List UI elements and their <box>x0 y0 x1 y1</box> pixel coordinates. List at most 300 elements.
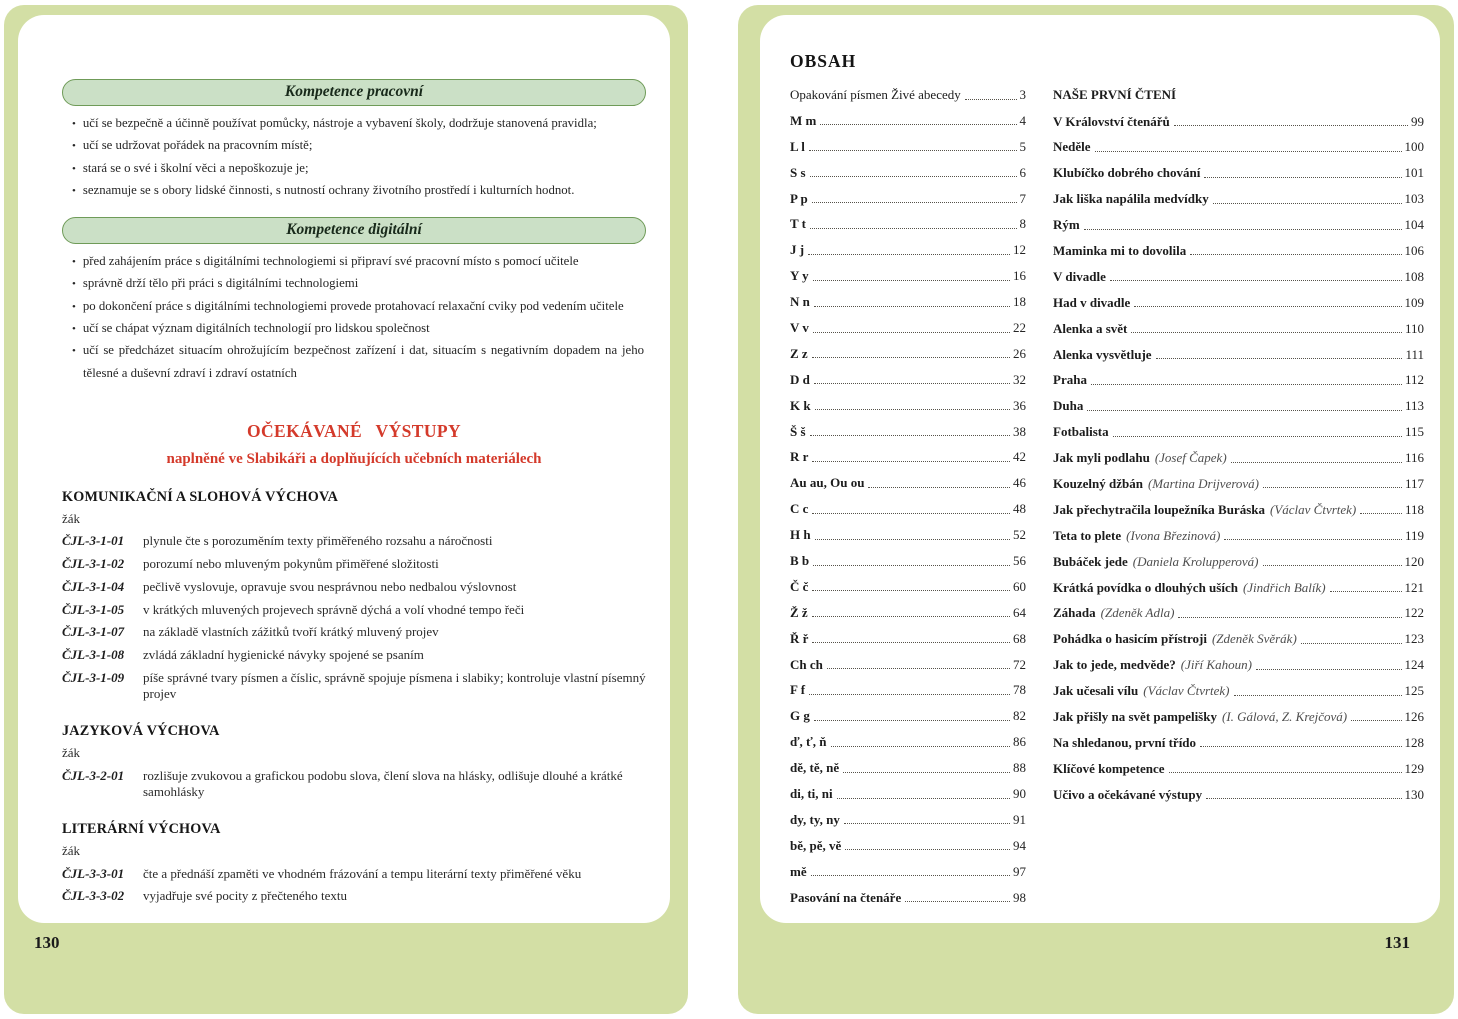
outcome-description: plynule čte s porozuměním texty přiměřeného rozsahu a náročnosti <box>143 533 493 549</box>
dotted-leader <box>965 99 1017 100</box>
kompetence-section <box>62 217 646 384</box>
dotted-leader <box>1134 306 1401 307</box>
toc-entry <box>790 865 1026 879</box>
outcome-row <box>62 624 646 640</box>
toc-entry-page: 56 <box>1013 553 1026 569</box>
outcome-code: ČJL-3-1-05 <box>62 601 125 617</box>
toc-entry-page: 115 <box>1404 424 1424 440</box>
toc-entry <box>790 632 1026 646</box>
kompetence-title-pill: Kompetence pracovní <box>62 79 646 106</box>
toc-entry-author: (Ivona Březinová) <box>1126 527 1221 543</box>
toc-entry <box>1053 788 1424 802</box>
toc-entry-label: Opakování písmen Živé abecedy <box>790 87 961 102</box>
toc-entry <box>790 140 1026 154</box>
toc-entry-page: 111 <box>1405 346 1424 362</box>
toc-entry-label: Jak liška napálila medvídky <box>1053 191 1209 207</box>
toc-entry <box>1053 218 1424 232</box>
toc-entry-label: dy, ty, ny <box>790 811 840 827</box>
toc-entry-page: 3 <box>1019 87 1026 102</box>
dotted-leader <box>1095 151 1402 152</box>
dotted-leader <box>812 616 1010 617</box>
right-page-sheet <box>760 15 1440 923</box>
toc-entry <box>790 373 1026 387</box>
toc-entry <box>1053 399 1424 413</box>
dotted-leader <box>905 901 1010 902</box>
left-page-number: 130 <box>34 933 60 952</box>
toc-entry-page: 103 <box>1404 191 1424 207</box>
toc-entry-page: 119 <box>1404 527 1424 543</box>
toc-entry <box>790 217 1026 231</box>
toc-entry <box>790 891 1026 905</box>
toc-entry-label: V Království čtenářů <box>1053 113 1170 129</box>
dotted-leader <box>1301 643 1402 644</box>
toc-entry-label: Y y <box>790 268 809 284</box>
toc-entry <box>1053 762 1424 776</box>
toc-entry-label: Na shledanou, první třído <box>1053 734 1197 750</box>
right-page-number: 131 <box>1384 933 1410 952</box>
toc-entry <box>790 839 1026 853</box>
toc-entry-author: (Václav Čtvrtek) <box>1270 501 1357 517</box>
dotted-leader <box>814 306 1010 307</box>
toc-entry-page: 91 <box>1013 811 1026 827</box>
toc-entry-label: Fotbalista <box>1053 424 1109 440</box>
outcome-description: porozumí nebo mluveným pokynům přiměřené složitosti <box>143 556 439 572</box>
toc-entry-page: 106 <box>1404 242 1424 258</box>
toc-entry-page: 100 <box>1404 139 1424 155</box>
toc-title: OBSAH <box>790 51 857 71</box>
toc-entry-label: Pasování na čtenáře <box>790 889 902 905</box>
kompetence-bullet: • stará se o své i školní věci a nepoškozuje je; <box>68 158 644 180</box>
dotted-leader <box>1110 280 1402 281</box>
toc-entry <box>790 658 1026 672</box>
toc-entry <box>790 683 1026 697</box>
outcome-code: ČJL-3-1-04 <box>62 578 125 594</box>
toc-entry-label: Učivo a očekávané výstupy <box>1053 786 1203 802</box>
toc-entry-label: D d <box>790 371 810 387</box>
toc-entry-page: 36 <box>1013 397 1026 413</box>
toc-entry <box>790 347 1026 361</box>
outcome-row <box>62 888 646 904</box>
toc-entry-label: Klíčové kompetence <box>1053 760 1165 776</box>
dotted-leader <box>1204 177 1401 178</box>
outcome-code: ČJL-3-3-02 <box>62 888 125 904</box>
toc-entry-page: 125 <box>1404 683 1424 699</box>
toc-entry <box>1053 296 1424 310</box>
dotted-leader <box>1087 410 1402 411</box>
toc-entry-label: mě <box>790 863 807 879</box>
kompetence-bullet: • správně drží tělo při práci s digitálními technologiemi <box>68 273 644 295</box>
toc-entry-label: V divadle <box>1053 268 1106 284</box>
toc-entry-label: N n <box>790 294 810 310</box>
outcome-description: čte a přednáší zpaměti ve vhodném frázování a tempu literární texty přiměřené věku <box>143 865 582 881</box>
toc-entry <box>790 425 1026 439</box>
toc-entry-page: 126 <box>1404 708 1424 724</box>
outcome-row <box>62 768 646 800</box>
toc-entry-label: Rým <box>1053 217 1080 233</box>
toc-entry <box>1053 529 1424 543</box>
outcome-row <box>62 579 646 595</box>
outcomes-code-rows <box>62 533 646 702</box>
toc-entry <box>1053 373 1424 387</box>
toc-entry-page: 122 <box>1404 605 1424 621</box>
toc-entry-label: M m <box>790 112 817 128</box>
toc-entry <box>790 735 1026 749</box>
dotted-leader <box>1200 746 1401 747</box>
dotted-leader <box>1256 669 1402 670</box>
dotted-leader <box>1360 513 1402 514</box>
outcome-description: rozlišuje zvukovou a grafickou podobu slova, člení slova na hlásky, odlišuje dlouhé a krátké samohlásky <box>143 767 623 799</box>
toc-entry-page: 18 <box>1013 294 1026 310</box>
toc-entry-label: bě, pě, vě <box>790 837 842 853</box>
toc-entry-label: Duha <box>1053 398 1084 414</box>
outcome-code: ČJL-3-1-02 <box>62 556 125 572</box>
outcome-code: ČJL-3-1-09 <box>62 669 125 685</box>
toc-entry-label: NAŠE PRVNÍ ČTENÍ <box>1053 87 1177 102</box>
dotted-leader <box>815 539 1010 540</box>
kompetence-bullet: • učí se udržovat pořádek na pracovním místě; <box>68 135 644 157</box>
dotted-leader <box>812 461 1010 462</box>
toc-entry <box>790 450 1026 464</box>
toc-entry-label: Bubáček jede (Daniela Krolupperová) <box>1053 553 1259 569</box>
toc-entry-page: 32 <box>1013 371 1026 387</box>
toc-entry-label: Praha <box>1053 372 1087 388</box>
outcomes-section-heading: LITERÁRNÍ VÝCHOVA <box>62 821 221 837</box>
kompetence-bullet: • po dokončení práce s digitálními technologiemi provede protahovací relaxační cviky pod vedením učitele <box>68 296 644 318</box>
dotted-leader <box>813 280 1010 281</box>
toc-entry-page: 5 <box>1019 138 1026 154</box>
toc-entry-label: Alenka vysvětluje <box>1053 346 1152 362</box>
outcomes-section <box>62 489 646 702</box>
outcomes-code-rows <box>62 768 646 800</box>
toc-entry-label: Ž ž <box>790 604 808 620</box>
toc-entry <box>790 166 1026 180</box>
toc-entry-page: 90 <box>1013 786 1026 802</box>
toc-entry-page: 60 <box>1013 578 1026 594</box>
toc-entry-label: Š š <box>790 423 806 439</box>
toc-entry <box>790 709 1026 723</box>
toc-entry <box>1053 451 1424 465</box>
toc-columns <box>790 88 1424 917</box>
toc-entry <box>790 528 1026 542</box>
toc-entry-author: (Václav Čtvrtek) <box>1143 683 1230 699</box>
toc-entry-label: H h <box>790 527 811 543</box>
toc-entry-author: (Jindřich Balík) <box>1242 579 1326 595</box>
dotted-leader <box>1330 591 1402 592</box>
toc-entry <box>790 476 1026 490</box>
toc-entry-label: J j <box>790 242 805 258</box>
outcomes-section-heading: KOMUNIKAČNÍ A SLOHOVÁ VÝCHOVA <box>62 488 339 505</box>
toc-entry-page: 108 <box>1404 268 1424 284</box>
dotted-leader <box>1263 565 1402 566</box>
toc-column-1 <box>790 88 1026 917</box>
toc-entry-page: 104 <box>1404 217 1424 233</box>
dotted-leader <box>1234 695 1402 696</box>
outcome-description: píše správné tvary písmen a číslic, správně spojuje písmena i slabiky; kontroluje vlastní písemný projev <box>143 669 646 701</box>
outcome-row <box>62 670 646 702</box>
toc-entry-page: 98 <box>1013 889 1026 905</box>
right-page-content <box>760 15 1440 917</box>
toc-entry-author: (Jiří Kahoun) <box>1180 657 1252 673</box>
dotted-leader <box>843 772 1010 773</box>
toc-entry-page: 72 <box>1013 656 1026 672</box>
toc-column-2 <box>1053 88 1424 917</box>
toc-entry-page: 88 <box>1013 760 1026 776</box>
left-page-content <box>18 15 670 904</box>
dotted-leader <box>1091 384 1402 385</box>
toc-entry-label: T t <box>790 216 807 232</box>
toc-entry-label: Krátká povídka o dlouhých uších (Jindřich Balík) <box>1053 579 1326 595</box>
toc-entry <box>790 580 1026 594</box>
toc-entry-label: P p <box>790 190 808 206</box>
toc-entry-page: 64 <box>1013 604 1026 620</box>
outcome-row <box>62 647 646 663</box>
toc-entry-label: Maminka mi to dovolila <box>1053 242 1187 258</box>
toc-entry-page: 78 <box>1013 682 1026 698</box>
toc-entry <box>1053 270 1424 284</box>
toc-entry <box>1053 710 1424 724</box>
outcome-code: ČJL-3-1-01 <box>62 533 125 549</box>
toc-entry-label: V v <box>790 320 809 336</box>
dotted-leader <box>812 357 1010 358</box>
kompetence-sections <box>62 79 646 384</box>
outcome-row <box>62 556 646 572</box>
toc-entry-page: 6 <box>1019 164 1026 180</box>
toc-entry-label: Jak myli podlahu (Josef Čapek) <box>1053 450 1227 466</box>
toc-entry-page: 120 <box>1404 553 1424 569</box>
dotted-leader <box>1174 125 1408 126</box>
dotted-leader <box>1113 436 1402 437</box>
toc-entry-page: 48 <box>1013 501 1026 517</box>
toc-entry-page: 112 <box>1404 372 1424 388</box>
toc-entry-label: Neděle <box>1053 139 1091 155</box>
toc-entry-page: 99 <box>1411 113 1424 129</box>
toc-entry-page: 8 <box>1019 216 1026 232</box>
toc-entry-page: 52 <box>1013 527 1026 543</box>
toc-entry-label: L l <box>790 138 805 154</box>
toc-entry-page: 22 <box>1013 320 1026 336</box>
dotted-leader <box>813 565 1010 566</box>
toc-entry-page: 16 <box>1013 268 1026 284</box>
toc-entry <box>790 114 1026 128</box>
toc-entry <box>1053 606 1424 620</box>
toc-entry-label: Klubíčko dobrého chování <box>1053 165 1201 181</box>
dotted-leader <box>827 668 1010 669</box>
right-page-panel <box>738 5 1454 1014</box>
kompetence-bullet: • učí se chápat význam digitálních technologií pro lidskou společnost <box>68 318 644 340</box>
toc-entry-label: Jak přechytračila loupežníka Buráska (Václav Čtvrtek) <box>1053 501 1357 517</box>
outcome-description: vyjadřuje své pocity z přečteného textu <box>143 888 347 904</box>
dotted-leader <box>815 409 1010 410</box>
dotted-leader <box>820 124 1016 125</box>
toc-entry-label: Č č <box>790 578 809 594</box>
outcomes-code-rows <box>62 866 646 905</box>
toc-entry-page: 38 <box>1013 423 1026 439</box>
kompetence-bullet-list <box>62 113 646 202</box>
outcome-row <box>62 866 646 882</box>
dotted-leader <box>812 202 1017 203</box>
toc-entry <box>1053 581 1424 595</box>
dotted-leader <box>812 590 1010 591</box>
outcome-description: na základě vlastních zážitků tvoří krátký mluvený projev <box>143 624 439 640</box>
kompetence-bullet: • učí se předcházet situacím ohrožujícím bezpečnost zařízení i dat, situacím s negativním dopadem na jeho tělesné a duševní zdraví i zdraví ostatních <box>68 340 644 384</box>
toc-entry-page: 82 <box>1013 708 1026 724</box>
toc-entry-page: 110 <box>1404 320 1424 336</box>
outcome-code: ČJL-3-3-01 <box>62 865 125 881</box>
outcome-description: zvládá základní hygienické návyky spojené se psaním <box>143 646 424 662</box>
toc-entry-label: Pohádka o hasicím přístroji (Zdeněk Svěrák) <box>1053 631 1297 647</box>
outcomes-section-heading: JAZYKOVÁ VÝCHOVA <box>62 723 220 740</box>
toc-entry <box>1053 192 1424 206</box>
outcome-code: ČJL-3-1-07 <box>62 624 125 640</box>
dotted-leader <box>1156 358 1403 359</box>
toc-entry-page: 130 <box>1404 786 1424 802</box>
kompetence-bullet: • před zahájením práce s digitálními technologiemi si připraví své pracovní místo s pomocí učitele <box>68 251 644 273</box>
toc-entry-page: 124 <box>1404 657 1424 673</box>
outcomes-subject-label: žák <box>62 510 81 526</box>
dotted-leader <box>1263 487 1402 488</box>
toc-entry-label: K k <box>790 397 811 413</box>
toc-entry-page: 7 <box>1019 190 1026 206</box>
toc-entry-label: dě, tě, ně <box>790 760 840 776</box>
dotted-leader <box>1213 203 1402 204</box>
toc-entry-label: Jak učesali vílu (Václav Čtvrtek) <box>1053 683 1230 699</box>
dotted-leader <box>808 254 1010 255</box>
kompetence-bullet: • seznamuje se s obory lidské činnosti, s nutností ochrany životního prostředí i kulturních hodnot. <box>68 180 644 202</box>
outcome-code: ČJL-3-2-01 <box>62 767 125 783</box>
dotted-leader <box>810 176 1017 177</box>
dotted-leader <box>814 720 1010 721</box>
dotted-leader <box>810 435 1010 436</box>
toc-entry <box>790 502 1026 516</box>
toc-entry <box>1053 555 1424 569</box>
dotted-leader <box>844 823 1010 824</box>
toc-entry-author: (Martina Drijverová) <box>1147 475 1260 491</box>
dotted-leader <box>1206 798 1401 799</box>
toc-entry <box>790 321 1026 335</box>
dotted-leader <box>813 332 1010 333</box>
toc-entry-label: C c <box>790 501 809 517</box>
toc-entry-label: Jak to jede, medvěde? (Jiří Kahoun) <box>1053 657 1252 673</box>
dotted-leader <box>809 694 1010 695</box>
toc-entry-page: 129 <box>1404 760 1424 776</box>
dotted-leader <box>810 228 1016 229</box>
left-page-sheet <box>18 15 670 923</box>
toc-entry-page: 101 <box>1404 165 1424 181</box>
toc-entry-page: 12 <box>1013 242 1026 258</box>
kompetence-section <box>62 79 646 202</box>
toc-entry <box>1053 348 1424 362</box>
toc-entry-page: 118 <box>1404 501 1424 517</box>
toc-entry-page: 46 <box>1013 475 1026 491</box>
toc-entry-label: Záhada (Zdeněk Adla) <box>1053 605 1175 621</box>
toc-entry-page: 123 <box>1404 631 1424 647</box>
toc-entry <box>790 88 1026 102</box>
toc-entry-author: (I. Gálová, Z. Krejčová) <box>1221 708 1348 724</box>
toc-entry-label: Ř ř <box>790 630 809 646</box>
toc-entry-label: Jak přišly na svět pampelišky (I. Gálová, Z. Krejčová) <box>1053 708 1348 724</box>
outcome-description: pečlivě vyslovuje, opravuje svou nesprávnou nebo nedbalou výslovnost <box>143 578 517 594</box>
dotted-leader <box>811 875 1010 876</box>
toc-entry-label: ď, ť, ň <box>790 734 827 750</box>
toc-entry-label: F f <box>790 682 806 698</box>
toc-entry <box>1053 684 1424 698</box>
toc-entry-label: S s <box>790 164 806 180</box>
toc-entry-page: 86 <box>1013 734 1026 750</box>
toc-entry <box>1053 736 1424 750</box>
dotted-leader <box>831 746 1010 747</box>
toc-entry <box>1053 115 1424 129</box>
left-page-panel <box>4 5 688 1014</box>
toc-entry <box>790 269 1026 283</box>
toc-entry <box>1053 425 1424 439</box>
toc-entry <box>790 554 1026 568</box>
toc-entry-label: Z z <box>790 345 808 361</box>
toc-entry-page: 117 <box>1404 475 1424 491</box>
toc-entry-page: 116 <box>1404 450 1424 466</box>
toc-entry <box>790 787 1026 801</box>
dotted-leader <box>812 642 1010 643</box>
toc-entry-author: (Zdeněk Svěrák) <box>1211 631 1297 647</box>
toc-entry-page: 97 <box>1013 863 1026 879</box>
toc-entry-page: 42 <box>1013 449 1026 465</box>
kompetence-bullet-list <box>62 251 646 384</box>
outcome-row <box>62 533 646 549</box>
dotted-leader <box>868 487 1010 488</box>
toc-entry <box>790 813 1026 827</box>
toc-entry-label: Kouzelný džbán (Martina Drijverová) <box>1053 475 1260 491</box>
toc-entry <box>1053 632 1424 646</box>
toc-entry <box>790 399 1026 413</box>
toc-entry <box>1053 166 1424 180</box>
dotted-leader <box>1178 617 1401 618</box>
dotted-leader <box>1231 462 1402 463</box>
toc-entry-author: (Josef Čapek) <box>1154 450 1227 466</box>
toc-entry-label: G g <box>790 708 810 724</box>
dotted-leader <box>1084 229 1402 230</box>
dotted-leader <box>1131 332 1402 333</box>
outcomes-sections <box>62 489 646 904</box>
outcomes-subject-label: žák <box>62 843 81 858</box>
outcome-row <box>62 602 646 618</box>
toc-entry-label: Alenka a svět <box>1053 320 1128 336</box>
toc-entry <box>1053 477 1424 491</box>
toc-entry <box>790 295 1026 309</box>
dotted-leader <box>812 513 1010 514</box>
toc-entry <box>790 761 1026 775</box>
dotted-leader <box>809 150 1017 151</box>
outcomes-section <box>62 821 646 904</box>
toc-entry-page: 26 <box>1013 345 1026 361</box>
toc-entry <box>790 606 1026 620</box>
dotted-leader <box>845 849 1010 850</box>
kompetence-bullet: • učí se bezpečně a účinně používat pomůcky, nástroje a vybavení školy, dodržuje stanovená pravidla; <box>68 113 644 135</box>
outcomes-subject-label: žák <box>62 745 81 761</box>
toc-entry-page: 113 <box>1404 398 1424 414</box>
toc-entry-page: 94 <box>1013 837 1026 853</box>
dotted-leader <box>814 383 1010 384</box>
toc-entry <box>1053 140 1424 154</box>
toc-entry-label: Teta to plete (Ivona Březinová) <box>1053 527 1221 543</box>
outcomes-subtitle: naplněné ve Slabikáři a doplňujících učebních materiálech <box>166 450 542 467</box>
toc-entry-page: 121 <box>1404 579 1424 595</box>
toc-entry <box>1053 503 1424 517</box>
toc-entry <box>790 192 1026 206</box>
toc-entry <box>1053 88 1424 102</box>
outcomes-title: OČEKÁVANÉ VÝSTUPY <box>246 420 461 441</box>
outcomes-section <box>62 723 646 800</box>
toc-entry <box>1053 658 1424 672</box>
toc-entry-page: 109 <box>1404 294 1424 310</box>
